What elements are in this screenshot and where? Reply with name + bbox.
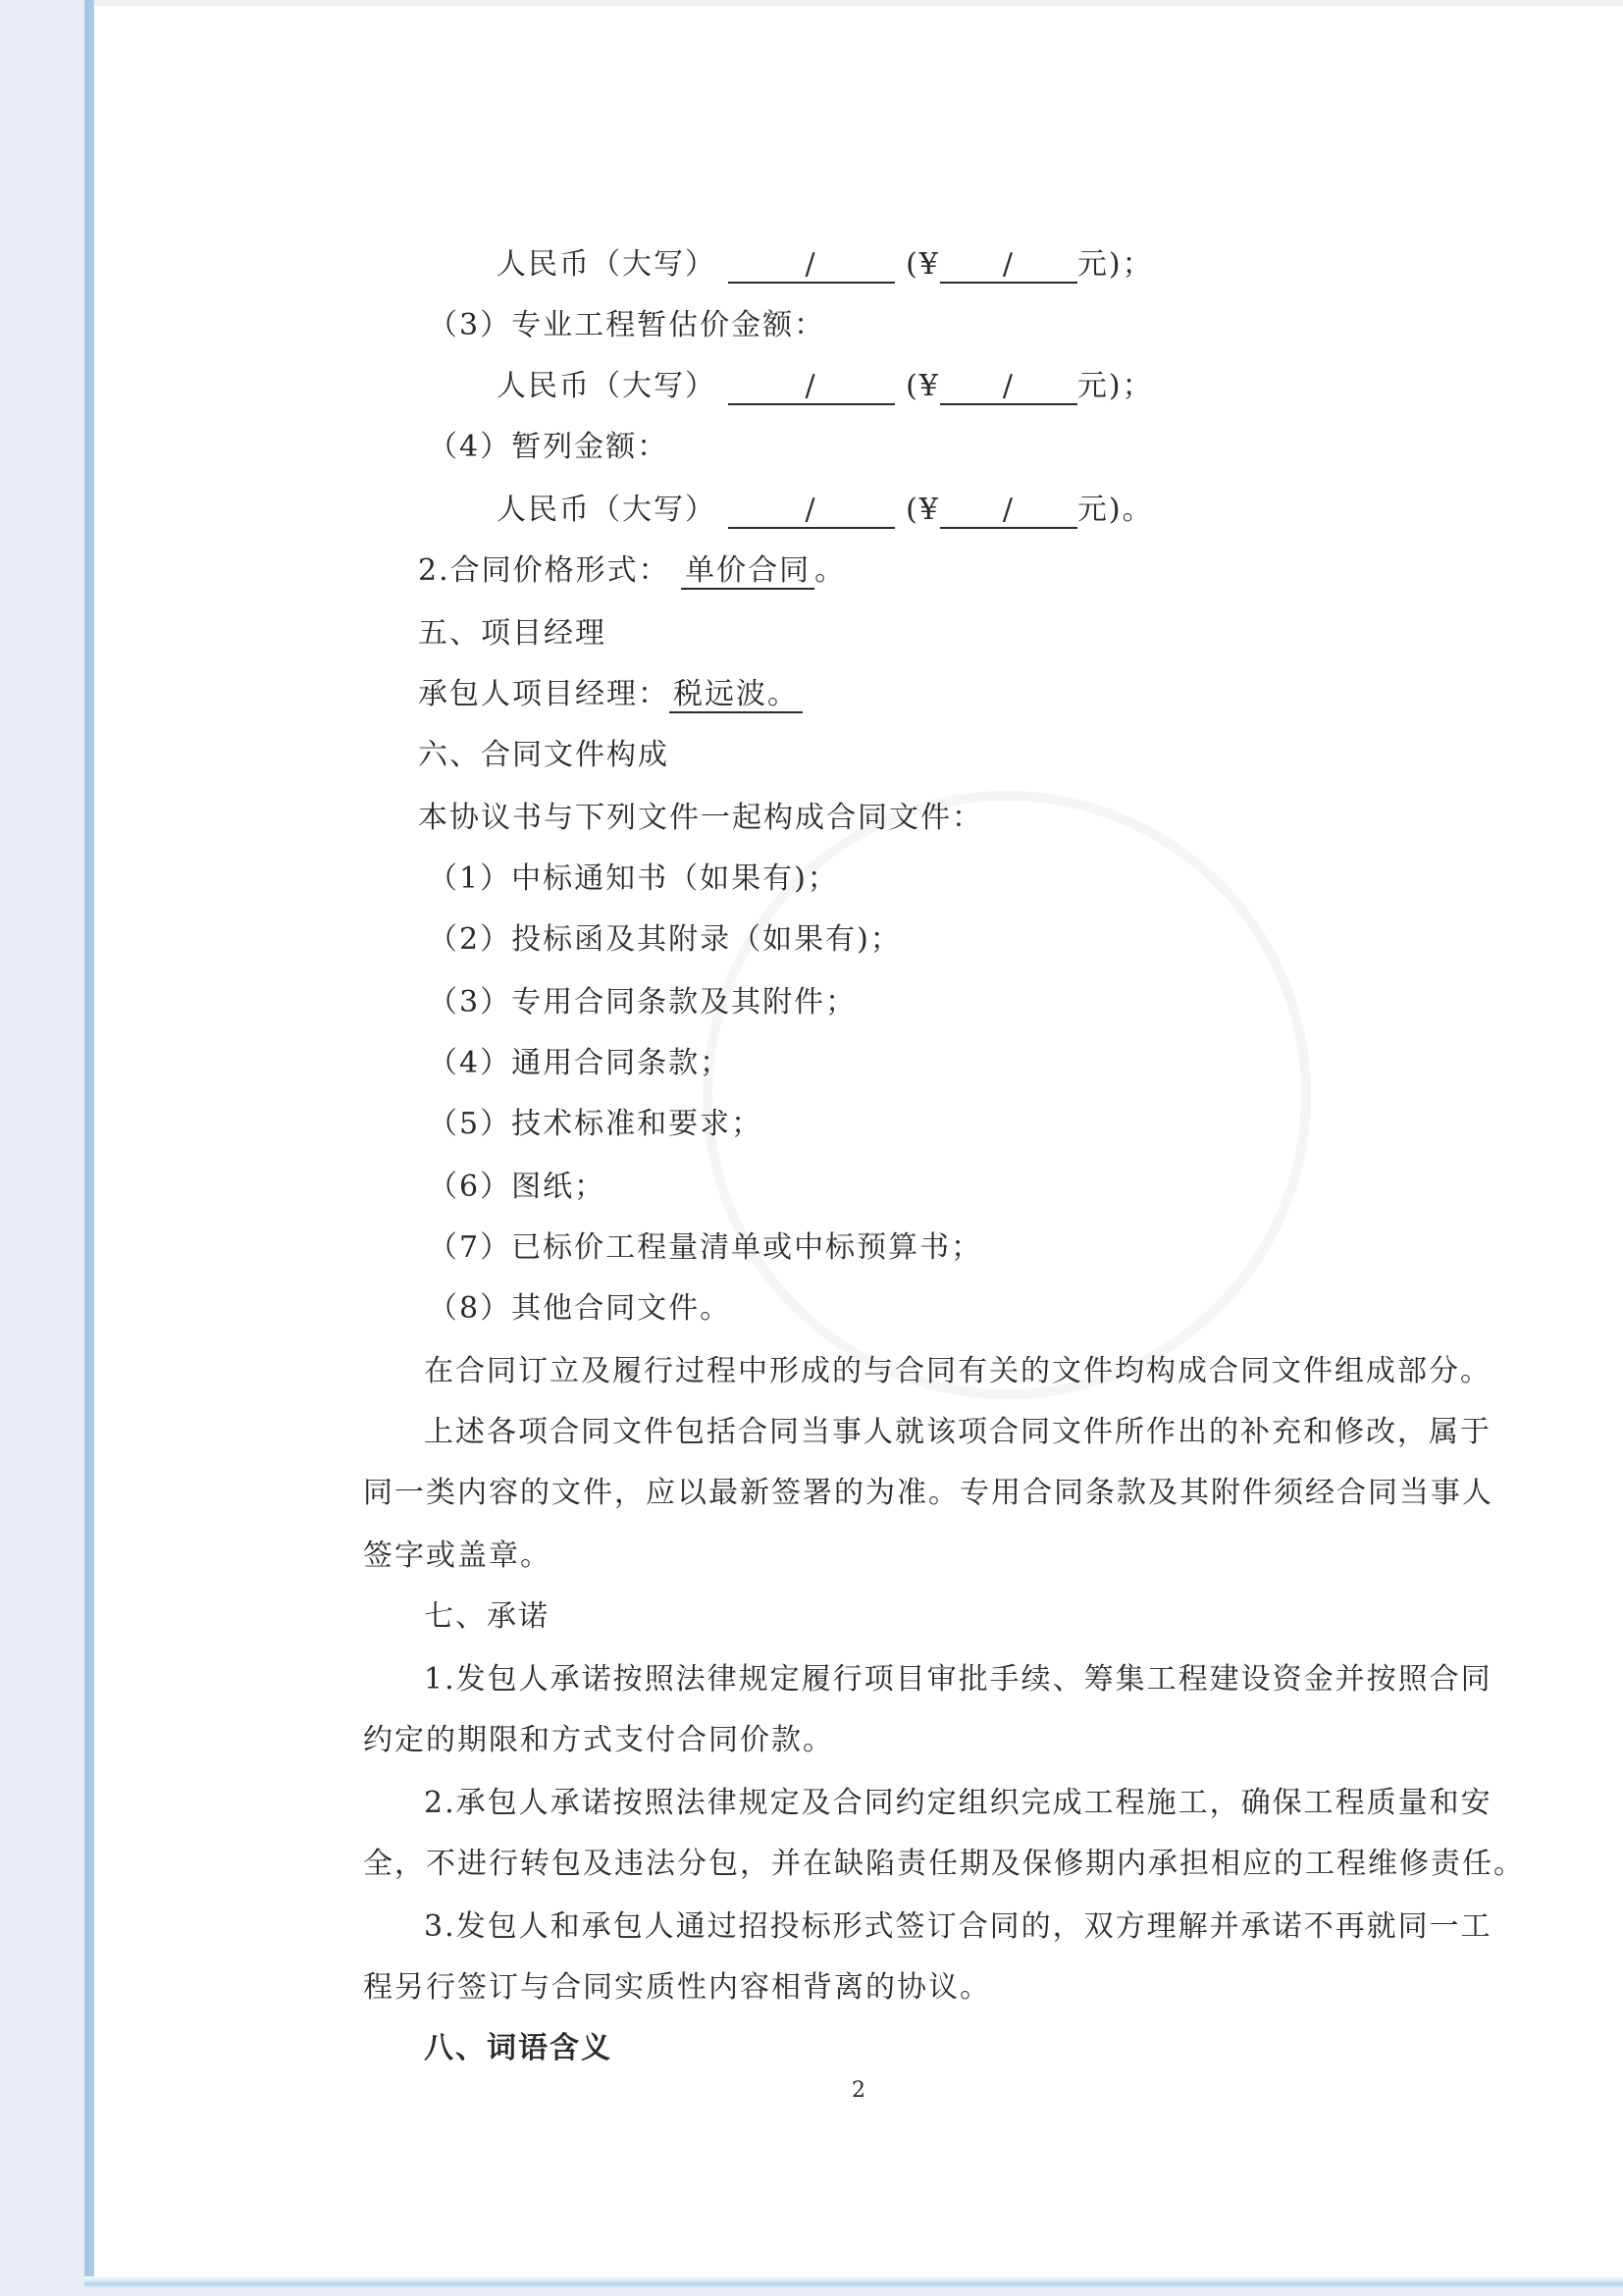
rmb-label: 人民币（大写） <box>497 247 716 282</box>
yuan-close: 元)。 <box>1076 493 1154 527</box>
price-form-label: 2.合同价格形式： <box>418 553 670 588</box>
commitment-3-line-1: 3.发包人和承包人通过招投标形式签订合同的，双方理解并承诺不再就同一工 <box>424 1909 1492 1944</box>
price-form-end: 。 <box>814 553 847 588</box>
rmb-blank: / <box>728 494 895 529</box>
doc-list-item: （6）图纸； <box>428 1170 606 1204</box>
contract-price-form <box>418 551 846 591</box>
yen-blank: / <box>940 248 1077 284</box>
commitment-3-line-2: 程另行签订与合同实质性内容相背离的协议。 <box>363 1970 991 2005</box>
section-6-heading: 六、合同文件构成 <box>418 738 669 772</box>
section-5-heading: 五、项目经理 <box>418 616 606 651</box>
section-6-para-2-line-1: 上述各项合同文件包括合同当事人就该项合同文件所作出的补充和修改，属于 <box>424 1415 1492 1449</box>
project-manager-label: 承包人项目经理： <box>418 677 669 711</box>
item-3-heading: （3）专业工程暂估价金额： <box>428 308 826 342</box>
doc-list-item: （1）中标通知书（如果有)； <box>428 861 839 896</box>
doc-list-item: （2）投标函及其附录（如果有)； <box>428 922 902 957</box>
yen-blank: / <box>940 370 1077 405</box>
yuan-close: 元)； <box>1076 247 1154 282</box>
section-6-para-2-line-2: 同一类内容的文件，应以最新签署的为准。专用合同条款及其附件须经合同当事人 <box>363 1476 1493 1510</box>
rmb-label: 人民币（大写） <box>497 369 716 403</box>
section-8-heading: 八、词语含义 <box>424 2031 612 2065</box>
commitment-2-line-2: 全，不进行转包及违法分包，并在缺陷责任期及保修期内承担相应的工程维修责任。 <box>363 1847 1525 1881</box>
section-6-para-2-line-3: 签字或盖章。 <box>363 1539 551 1573</box>
doc-list-item: （5）技术标准和要求； <box>428 1107 763 1141</box>
section-6-para-1: 在合同订立及履行过程中形成的与合同有关的文件均构成合同文件组成部分。 <box>424 1354 1492 1388</box>
doc-list-item: （7）已标价工程量清单或中标预算书； <box>428 1230 983 1265</box>
scan-border-left <box>0 0 94 2296</box>
project-manager-line <box>418 675 803 714</box>
commitment-1-line-1: 1.发包人承诺按照法律规定履行项目审批手续、筹集工程建设资金并按照合同 <box>424 1662 1492 1696</box>
section-7-heading: 七、承诺 <box>424 1599 550 1634</box>
doc-list-item: （8）其他合同文件。 <box>428 1291 732 1326</box>
commitment-1-line-2: 约定的期限和方式支付合同价款。 <box>363 1723 834 1757</box>
doc-list-item: （3）专用合同条款及其附件； <box>428 985 858 1019</box>
rmb-line-3 <box>497 491 1154 530</box>
rmb-line-1 <box>497 245 1154 285</box>
doc-list-item: （4）通用合同条款； <box>428 1046 732 1080</box>
rmb-line-2 <box>497 367 1154 406</box>
yen-open: (¥ <box>906 247 940 282</box>
document-page <box>94 6 1623 2276</box>
scan-border-bottom <box>84 2276 1623 2296</box>
yen-open: (¥ <box>906 493 940 527</box>
price-form-value: 单价合同 <box>681 553 814 590</box>
section-6-intro: 本协议书与下列文件一起构成合同文件： <box>418 801 983 835</box>
yen-blank: / <box>940 494 1077 529</box>
rmb-label: 人民币（大写） <box>497 493 716 527</box>
item-4-heading: （4）暂列金额： <box>428 430 669 464</box>
rmb-blank: / <box>728 248 895 284</box>
yuan-close: 元)； <box>1076 369 1154 403</box>
page-number: 2 <box>852 2078 865 2103</box>
rmb-blank: / <box>728 370 895 405</box>
project-manager-name: 税远波。 <box>669 677 803 713</box>
yen-open: (¥ <box>906 369 940 403</box>
commitment-2-line-1: 2.承包人承诺按照法律规定及合同约定组织完成工程施工，确保工程质量和安 <box>424 1786 1492 1820</box>
